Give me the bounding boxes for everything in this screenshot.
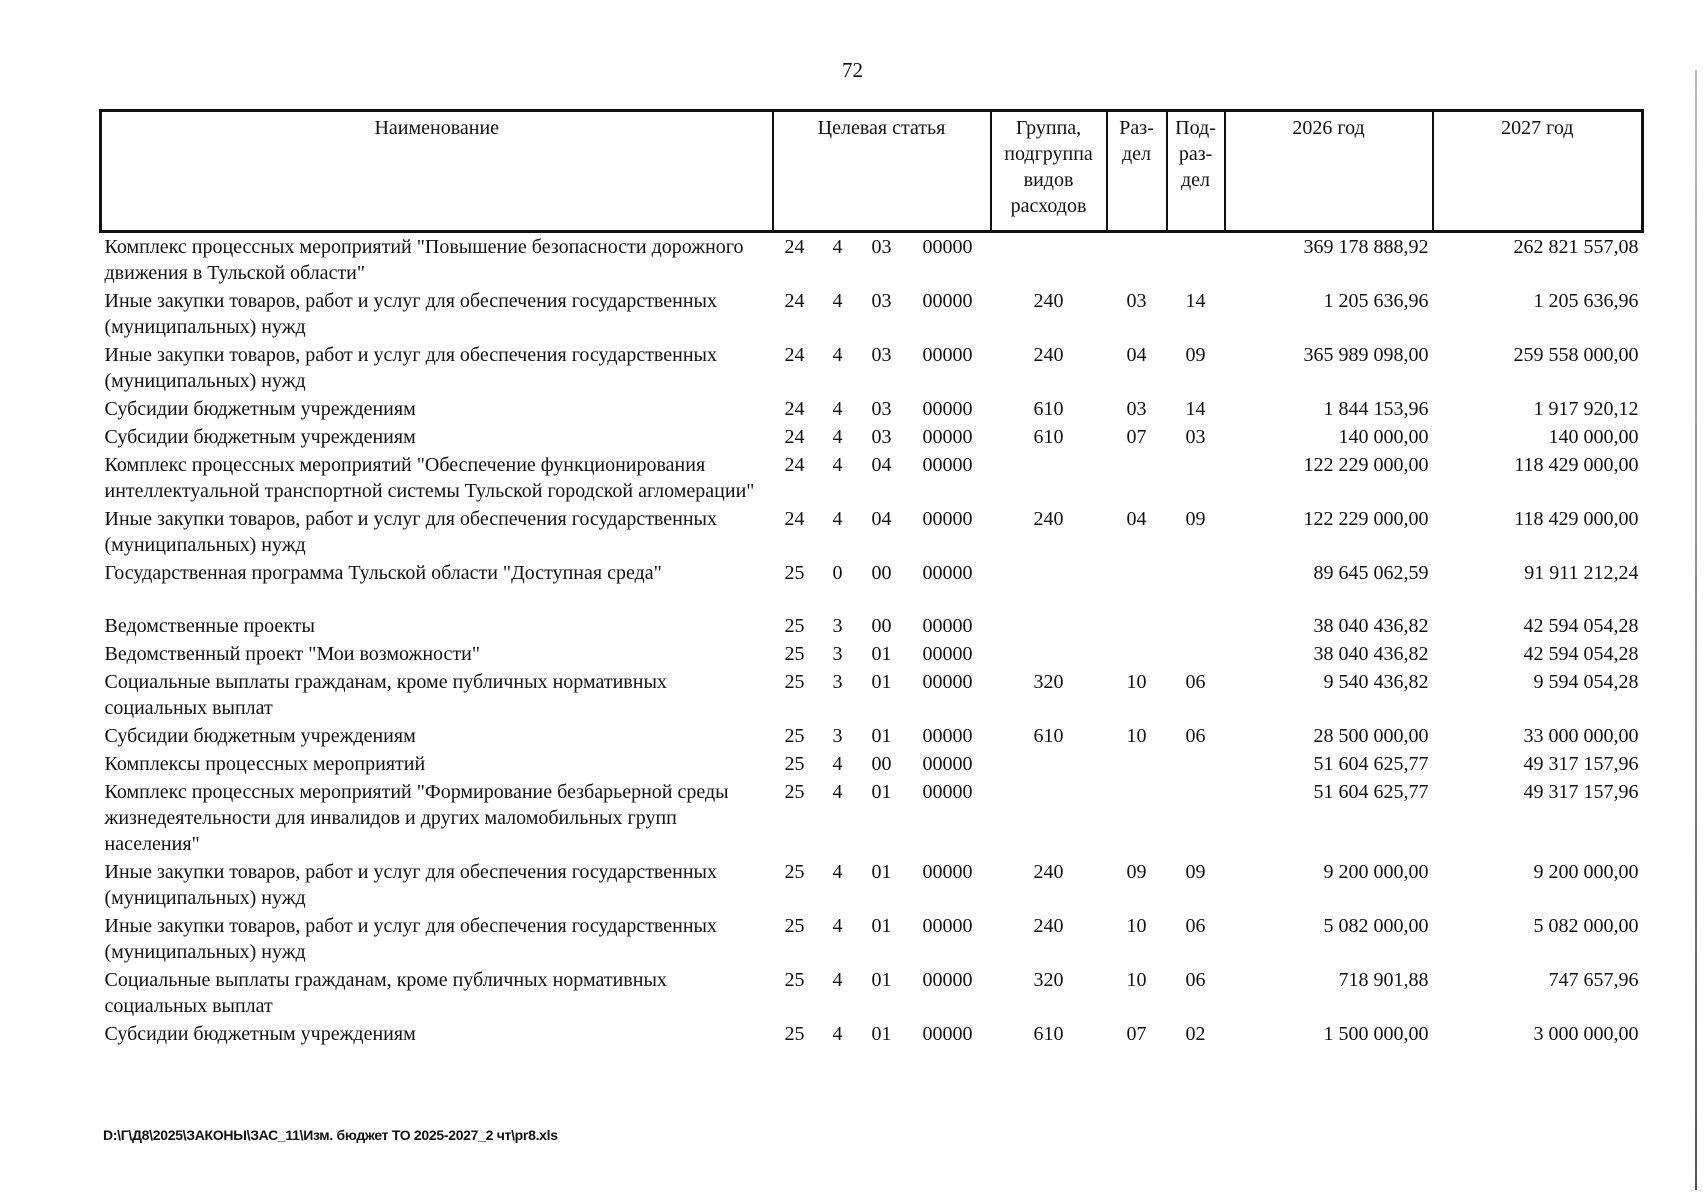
row-target-code-1: 24	[784, 426, 805, 448]
row-amount-2026: 89 645 062,59	[1313, 562, 1429, 584]
row-target-code-4: 00000	[922, 1023, 973, 1045]
row-subsection: 09	[1185, 861, 1206, 883]
row-target-code-1: 24	[784, 508, 805, 530]
row-target-code-3: 01	[871, 861, 892, 883]
row-section: 09	[1126, 861, 1147, 883]
row-target-code-1: 25	[784, 643, 805, 665]
row-amount-2026: 9 540 436,82	[1323, 671, 1429, 693]
row-amount-2027: 5 082 000,00	[1533, 915, 1639, 937]
row-name: Социальные выплаты гражданам, кроме публичных нормативных социальных выплат	[104, 671, 667, 719]
row-target-code-4: 00000	[922, 236, 973, 258]
row-amount-2027: 9 200 000,00	[1533, 861, 1639, 883]
row-expense-group: 610	[1033, 426, 1064, 448]
row-amount-2027: 1 917 920,12	[1533, 398, 1639, 420]
row-expense-group: 610	[1033, 725, 1064, 747]
row-expense-group	[991, 778, 1107, 858]
row-target-code-3: 04	[871, 508, 892, 530]
row-target-code-1: 24	[784, 454, 805, 476]
row-target-code-2: 3	[832, 643, 843, 665]
row-target-code-1: 24	[784, 398, 805, 420]
row-amount-2026: 122 229 000,00	[1303, 508, 1429, 530]
row-section	[1107, 750, 1167, 778]
row-target-code-4: 00000	[922, 753, 973, 775]
row-amount-2026: 122 229 000,00	[1303, 454, 1429, 476]
header-year-2026: 2026 год	[1225, 111, 1433, 232]
row-target-code-2: 4	[832, 969, 843, 991]
row-target-code-2: 4	[832, 508, 843, 530]
row-section: 07	[1126, 1023, 1147, 1045]
row-target-code-2: 4	[832, 426, 843, 448]
row-amount-2027: 118 429 000,00	[1514, 508, 1639, 530]
row-target-code-4: 00000	[922, 562, 973, 584]
row-target-code-2: 4	[832, 915, 843, 937]
row-target-code-4: 00000	[922, 781, 973, 803]
row-target-code-3: 03	[871, 398, 892, 420]
row-target-code-3: 03	[871, 236, 892, 258]
row-target-code-4: 00000	[922, 398, 973, 420]
row-target-code-1: 25	[784, 562, 805, 584]
row-expense-group: 240	[1033, 290, 1064, 312]
row-amount-2027: 3 000 000,00	[1533, 1023, 1639, 1045]
row-target-code-1: 25	[784, 969, 805, 991]
file-path-footer: D:\Г\Д8\2025\ЗАКОНЫ\ЗАС_11\Изм. бюджет ТО 2025-2027_2 чт\pr8.xls	[103, 1127, 558, 1143]
row-expense-group: 240	[1033, 508, 1064, 530]
row-amount-2027: 140 000,00	[1548, 426, 1639, 448]
row-name: Комплекс процессных мероприятий "Формирование безбарьерной среды жизнедеятельности для инвалидов и других маломобильных групп населения"	[104, 781, 729, 855]
row-section	[1107, 232, 1167, 288]
row-amount-2026: 718 901,88	[1338, 969, 1429, 991]
row-target-code-2: 3	[832, 725, 843, 747]
row-amount-2027: 42 594 054,28	[1523, 615, 1639, 637]
row-name: Субсидии бюджетным учреждениям	[104, 725, 416, 747]
table-row	[101, 722, 1643, 750]
row-target-code-2: 4	[832, 398, 843, 420]
row-target-code-1: 25	[784, 861, 805, 883]
row-expense-group: 610	[1033, 1023, 1064, 1045]
row-amount-2026: 5 082 000,00	[1323, 915, 1429, 937]
row-target-code-2: 4	[832, 290, 843, 312]
row-target-code-3: 04	[871, 454, 892, 476]
row-target-code-4: 00000	[922, 671, 973, 693]
row-target-code-4: 00000	[922, 426, 973, 448]
row-subsection	[1167, 612, 1225, 640]
row-section	[1107, 778, 1167, 858]
row-target-code-4: 00000	[922, 290, 973, 312]
row-amount-2027: 33 000 000,00	[1523, 725, 1639, 747]
row-section	[1107, 559, 1167, 612]
row-amount-2026: 9 200 000,00	[1323, 861, 1429, 883]
row-subsection	[1167, 451, 1225, 505]
row-expense-group: 610	[1033, 398, 1064, 420]
row-expense-group	[991, 612, 1107, 640]
budget-table	[99, 109, 1644, 1048]
row-target-code-1: 25	[784, 671, 805, 693]
row-name: Государственная программа Тульской области "Доступная среда"	[104, 562, 662, 584]
row-section	[1107, 451, 1167, 505]
row-subsection: 02	[1185, 1023, 1206, 1045]
row-subsection	[1167, 640, 1225, 668]
row-target-code-1: 24	[784, 236, 805, 258]
table-row	[101, 750, 1643, 778]
table-row	[101, 287, 1643, 341]
row-section	[1107, 640, 1167, 668]
table-row	[101, 423, 1643, 451]
row-target-code-4: 00000	[922, 508, 973, 530]
row-subsection: 06	[1185, 671, 1206, 693]
row-target-code-1: 25	[784, 1023, 805, 1045]
row-target-code-3: 01	[871, 725, 892, 747]
row-subsection	[1167, 778, 1225, 858]
row-target-code-2: 4	[832, 344, 843, 366]
table-row	[101, 1020, 1643, 1048]
row-target-code-2: 4	[832, 236, 843, 258]
row-expense-group: 240	[1033, 861, 1064, 883]
row-section: 04	[1126, 508, 1147, 530]
row-subsection	[1167, 559, 1225, 612]
header-expense-group: Группа, подгруппа видов расходов	[991, 111, 1107, 232]
row-amount-2026: 28 500 000,00	[1313, 725, 1429, 747]
row-expense-group	[991, 750, 1107, 778]
row-subsection: 06	[1185, 969, 1206, 991]
row-target-code-1: 25	[784, 781, 805, 803]
row-expense-group	[991, 232, 1107, 288]
row-amount-2026: 1 844 153,96	[1323, 398, 1429, 420]
row-subsection: 09	[1185, 344, 1206, 366]
row-amount-2026: 38 040 436,82	[1313, 643, 1429, 665]
row-target-code-3: 01	[871, 915, 892, 937]
row-amount-2027: 42 594 054,28	[1523, 643, 1639, 665]
row-name: Иные закупки товаров, работ и услуг для обеспечения государственных (муниципальных) нужд	[104, 508, 717, 556]
row-section: 10	[1126, 969, 1147, 991]
table-row	[101, 858, 1643, 912]
row-name: Ведомственный проект "Мои возможности"	[104, 643, 481, 665]
table-row	[101, 668, 1643, 722]
row-target-code-3: 03	[871, 290, 892, 312]
table-header	[101, 111, 1643, 232]
table-row	[101, 341, 1643, 395]
row-amount-2027: 259 558 000,00	[1513, 344, 1639, 366]
row-name: Социальные выплаты гражданам, кроме публичных нормативных социальных выплат	[104, 969, 667, 1017]
row-target-code-2: 4	[832, 861, 843, 883]
header-name: Наименование	[101, 111, 773, 232]
table-row	[101, 778, 1643, 858]
row-name: Комплекс процессных мероприятий "Обеспечение функционирования интеллектуальной транспортной системы Тульской городской агломерации"	[104, 454, 755, 502]
row-subsection: 14	[1185, 398, 1206, 420]
row-section: 10	[1126, 671, 1147, 693]
row-target-code-4: 00000	[922, 454, 973, 476]
row-amount-2026: 365 989 098,00	[1303, 344, 1429, 366]
table-row	[101, 232, 1643, 288]
row-name: Комплекс процессных мероприятий "Повышение безопасности дорожного движения в Тульской области"	[104, 236, 744, 284]
table-row	[101, 612, 1643, 640]
row-expense-group	[991, 640, 1107, 668]
row-target-code-4: 00000	[922, 861, 973, 883]
table-row	[101, 395, 1643, 423]
row-target-code-2: 4	[832, 454, 843, 476]
row-section: 07	[1126, 426, 1147, 448]
table-row	[101, 640, 1643, 668]
row-target-code-3: 01	[871, 671, 892, 693]
table-row	[101, 451, 1643, 505]
row-expense-group	[991, 451, 1107, 505]
row-target-code-2: 3	[832, 671, 843, 693]
row-amount-2027: 262 821 557,08	[1513, 236, 1639, 258]
row-amount-2026: 369 178 888,92	[1303, 236, 1429, 258]
row-amount-2027: 9 594 054,28	[1533, 671, 1639, 693]
row-target-code-1: 25	[784, 725, 805, 747]
row-target-code-3: 03	[871, 344, 892, 366]
row-target-code-4: 00000	[922, 615, 973, 637]
row-amount-2026: 140 000,00	[1338, 426, 1429, 448]
scan-edge-line	[1695, 70, 1697, 1190]
row-subsection: 14	[1185, 290, 1206, 312]
row-target-code-4: 00000	[922, 344, 973, 366]
row-target-code-4: 00000	[922, 643, 973, 665]
row-name: Иные закупки товаров, работ и услуг для обеспечения государственных (муниципальных) нужд	[104, 290, 717, 338]
row-target-code-3: 00	[871, 753, 892, 775]
row-section: 03	[1126, 398, 1147, 420]
row-amount-2027: 1 205 636,96	[1533, 290, 1639, 312]
row-amount-2026: 1 205 636,96	[1323, 290, 1429, 312]
row-target-code-3: 01	[871, 969, 892, 991]
row-target-code-1: 25	[784, 753, 805, 775]
row-expense-group: 320	[1033, 671, 1064, 693]
row-amount-2026: 38 040 436,82	[1313, 615, 1429, 637]
row-target-code-1: 25	[784, 915, 805, 937]
header-year-2027: 2027 год	[1433, 111, 1643, 232]
row-expense-group: 320	[1033, 969, 1064, 991]
row-section: 03	[1126, 290, 1147, 312]
table-row	[101, 559, 1643, 612]
header-subsection: Под-раз-дел	[1167, 111, 1225, 232]
row-amount-2027: 91 911 212,24	[1524, 562, 1639, 584]
table-row	[101, 505, 1643, 559]
row-subsection	[1167, 750, 1225, 778]
row-subsection	[1167, 232, 1225, 288]
row-name: Комплексы процессных мероприятий	[104, 753, 426, 775]
row-target-code-2: 3	[832, 615, 843, 637]
row-target-code-3: 03	[871, 426, 892, 448]
row-amount-2027: 49 317 157,96	[1523, 781, 1639, 803]
row-target-code-1: 25	[784, 615, 805, 637]
row-expense-group: 240	[1033, 344, 1064, 366]
table-row	[101, 966, 1643, 1020]
table-body	[101, 232, 1643, 1049]
header-target-article: Целевая статья	[773, 111, 991, 232]
row-subsection: 06	[1185, 915, 1206, 937]
row-section	[1107, 612, 1167, 640]
page-number: 72	[842, 58, 863, 82]
row-target-code-4: 00000	[922, 725, 973, 747]
row-target-code-3: 01	[871, 781, 892, 803]
row-target-code-3: 00	[871, 562, 892, 584]
row-expense-group: 240	[1033, 915, 1064, 937]
row-target-code-1: 24	[784, 290, 805, 312]
row-target-code-3: 01	[871, 643, 892, 665]
row-name: Иные закупки товаров, работ и услуг для обеспечения государственных (муниципальных) нужд	[104, 861, 717, 909]
row-amount-2027: 747 657,96	[1548, 969, 1639, 991]
row-target-code-3: 00	[871, 615, 892, 637]
row-subsection: 09	[1185, 508, 1206, 530]
row-section: 10	[1126, 915, 1147, 937]
row-target-code-2: 4	[832, 781, 843, 803]
row-amount-2027: 49 317 157,96	[1523, 753, 1639, 775]
row-subsection: 03	[1185, 426, 1206, 448]
row-target-code-4: 00000	[922, 915, 973, 937]
row-target-code-2: 4	[832, 1023, 843, 1045]
row-name: Субсидии бюджетным учреждениям	[104, 398, 416, 420]
row-target-code-2: 0	[832, 562, 843, 584]
row-subsection: 06	[1185, 725, 1206, 747]
row-target-code-3: 01	[871, 1023, 892, 1045]
row-target-code-4: 00000	[922, 969, 973, 991]
row-name: Ведомственные проекты	[104, 615, 315, 637]
row-amount-2027: 118 429 000,00	[1514, 454, 1639, 476]
row-amount-2026: 51 604 625,77	[1313, 781, 1429, 803]
row-amount-2026: 1 500 000,00	[1323, 1023, 1429, 1045]
row-name: Субсидии бюджетным учреждениям	[104, 426, 416, 448]
row-section: 04	[1126, 344, 1147, 366]
row-target-code-1: 24	[784, 344, 805, 366]
header-section: Раз-дел	[1107, 111, 1167, 232]
row-expense-group	[991, 559, 1107, 612]
table-row	[101, 912, 1643, 966]
row-section: 10	[1126, 725, 1147, 747]
row-target-code-2: 4	[832, 753, 843, 775]
row-name: Иные закупки товаров, работ и услуг для обеспечения государственных (муниципальных) нужд	[104, 344, 717, 392]
row-amount-2026: 51 604 625,77	[1313, 753, 1429, 775]
row-name: Иные закупки товаров, работ и услуг для обеспечения государственных (муниципальных) нужд	[104, 915, 717, 963]
row-name: Субсидии бюджетным учреждениям	[104, 1023, 416, 1045]
